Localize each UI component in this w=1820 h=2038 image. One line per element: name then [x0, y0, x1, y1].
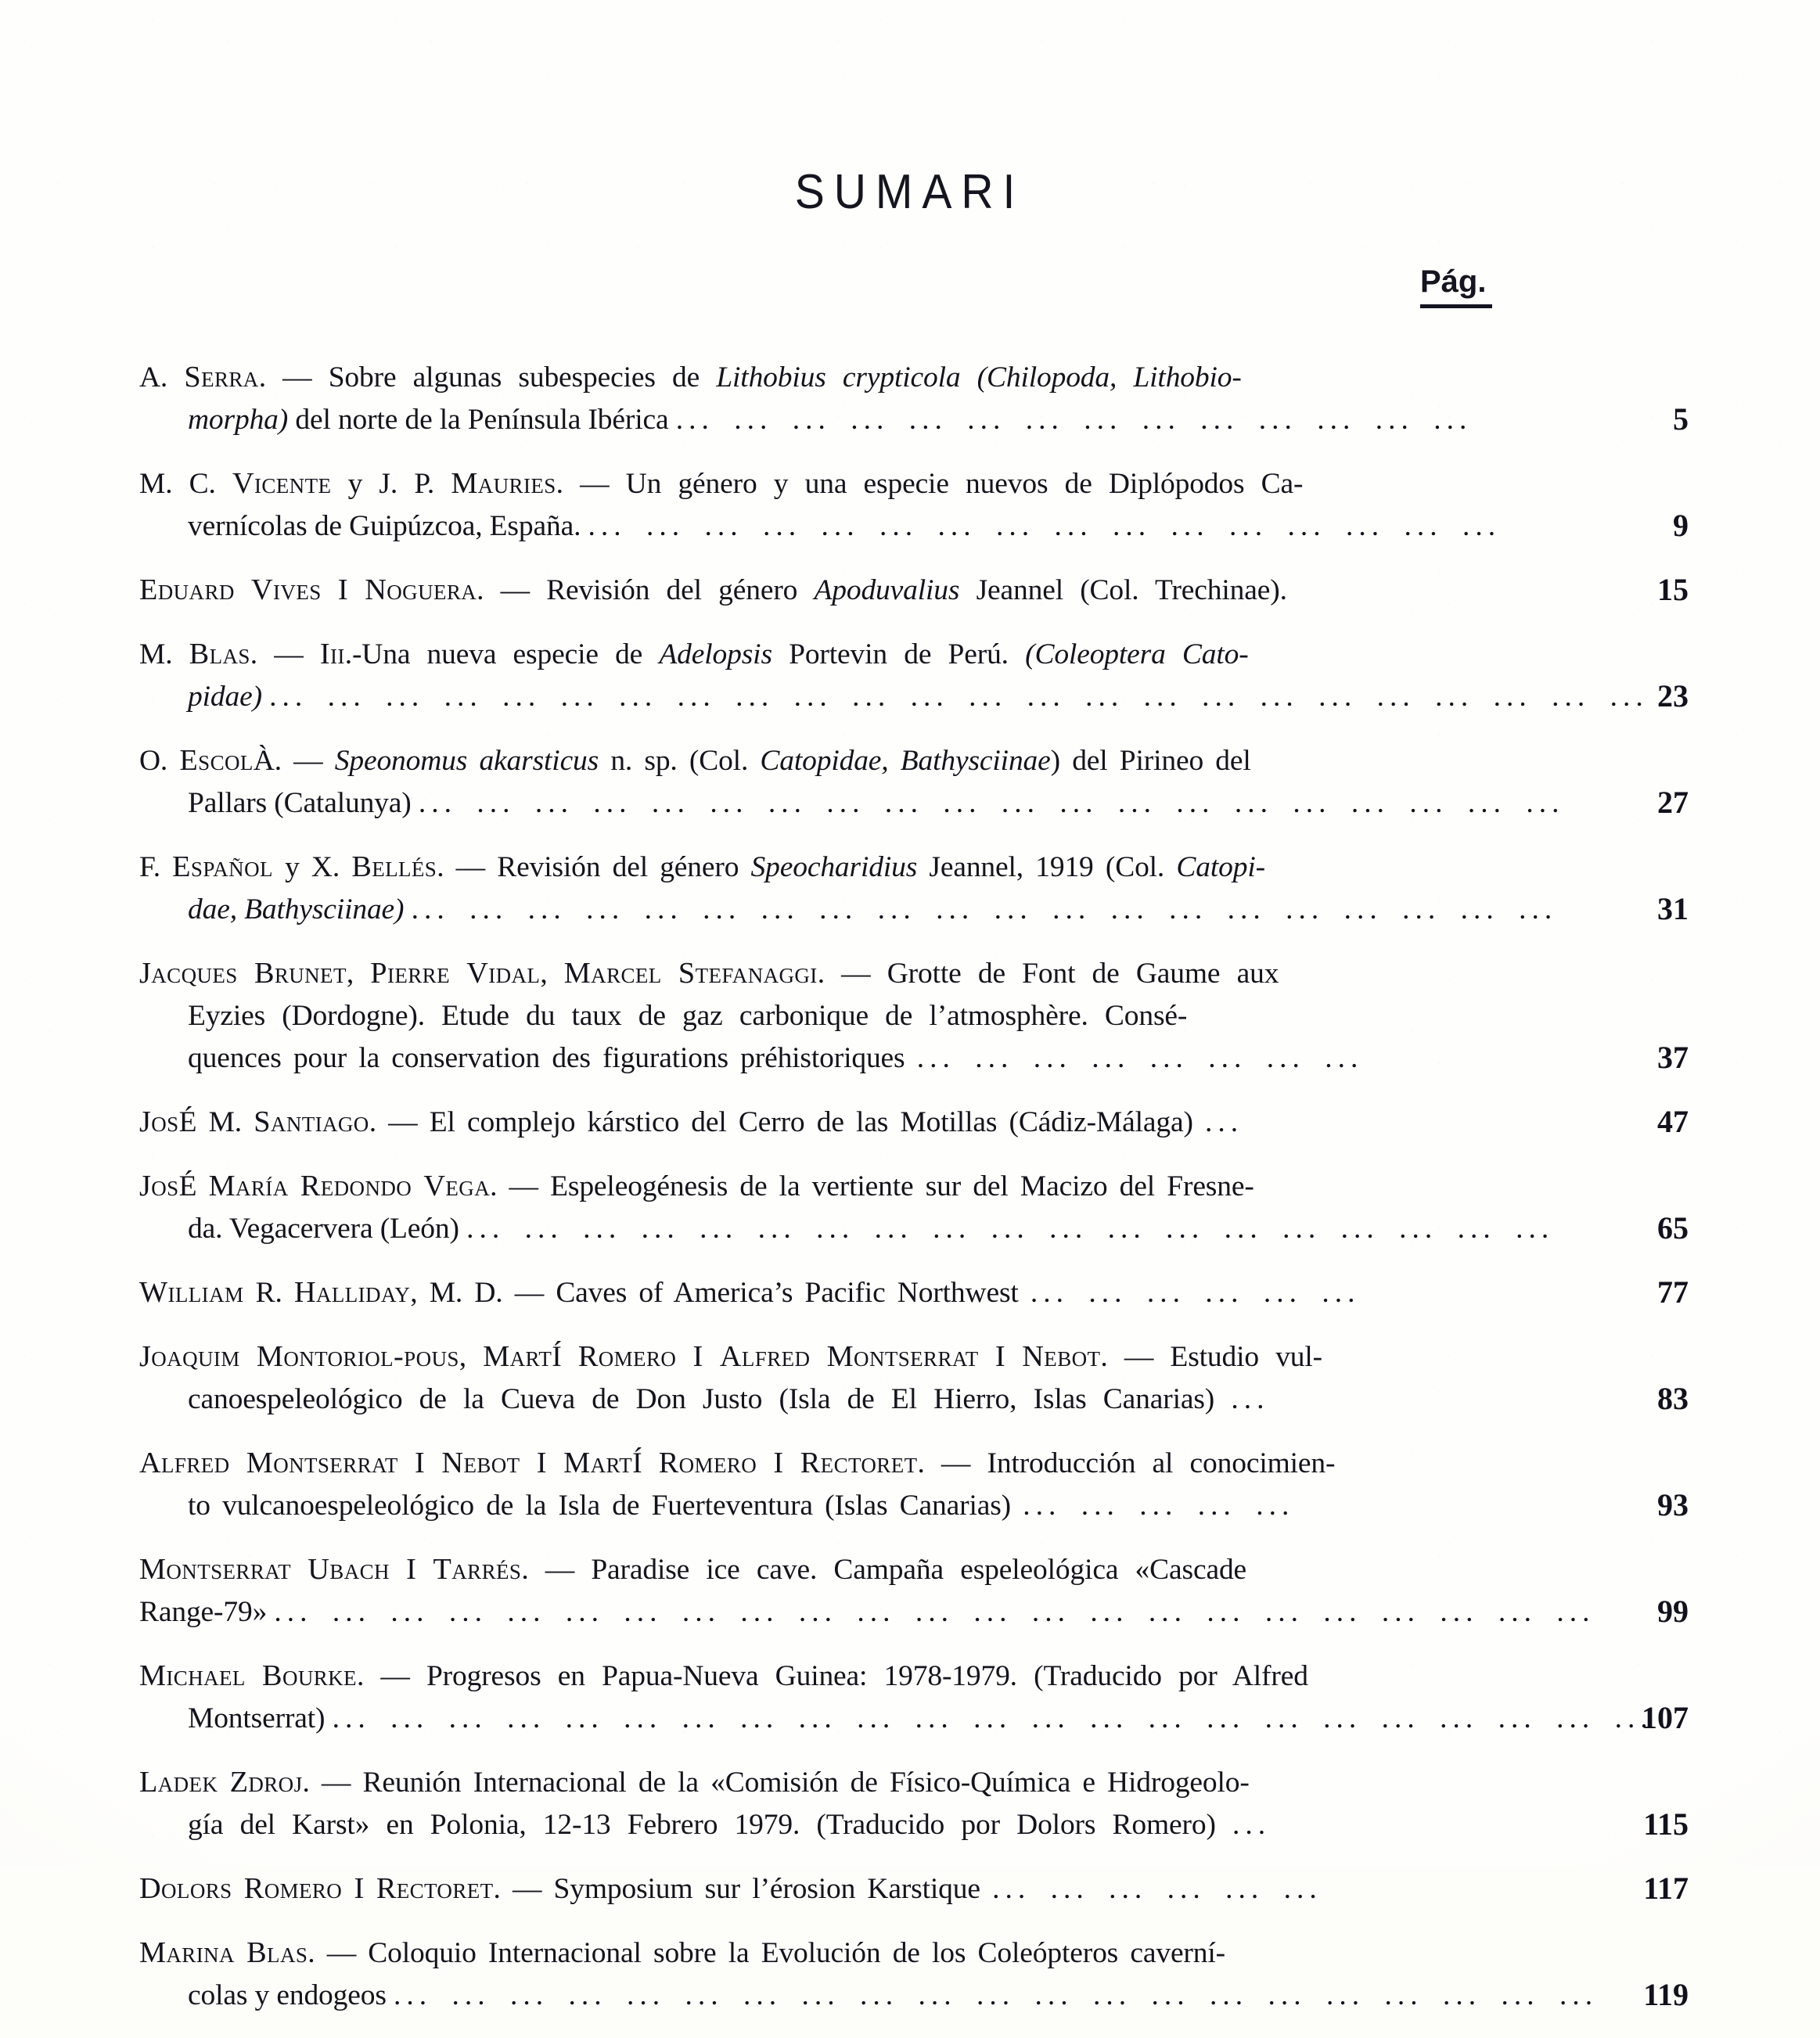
toc-entry[interactable]: [139, 1165, 1689, 1250]
page-column-underline: [1420, 304, 1492, 308]
page-column-label: Pág.: [1420, 264, 1487, 299]
toc-entry[interactable]: [139, 633, 1689, 718]
toc-entry-text: [139, 1655, 1653, 1740]
toc-entry-text: [139, 1867, 1403, 1910]
toc-entry-page-number[interactable]: 117: [1643, 1871, 1689, 1906]
toc-entry-page-number[interactable]: 31: [1657, 891, 1689, 926]
toc-entry-line: Pallars (Catalunya) ... ... ... ... ... ... ... ... ... ... ... ... ... ... ... ... ... ... ... ...: [188, 787, 1565, 819]
toc-entry[interactable]: [139, 356, 1689, 441]
page-title: SUMARI: [795, 165, 1025, 219]
toc-entry-page-number[interactable]: 115: [1643, 1806, 1689, 1842]
toc-entry[interactable]: [139, 1932, 1689, 2017]
toc-entry-page-number[interactable]: 93: [1657, 1487, 1689, 1522]
toc-entry-page-number[interactable]: 47: [1657, 1104, 1689, 1139]
toc-entry-page-number[interactable]: 15: [1657, 572, 1689, 607]
toc-entry-page-number[interactable]: 23: [1657, 678, 1689, 713]
toc-entry-text: [139, 1548, 1595, 1634]
toc-entry-text: [139, 633, 1649, 718]
toc-entry-line: William R. Halliday, M. D. — Caves of America’s Pacific Northwest ... ... ... ... ... ...: [139, 1276, 1361, 1309]
toc-entry-page-number[interactable]: 37: [1657, 1040, 1689, 1075]
toc-entry-text: [139, 1101, 1403, 1144]
toc-entry-text: [139, 1932, 1599, 2017]
toc-entry-line: colas y endogeos ... ... ... ... ... ... ... ... ... ... ... ... ... ... ... ... ... ... ... ... ...: [188, 1979, 1599, 2011]
toc-entry[interactable]: [139, 462, 1689, 548]
toc-entry-line: to vulcanoespeleológico de la Isla de Fuerteventura (Islas Canarias) ... ... ... ... ...: [188, 1490, 1295, 1522]
toc-entry-line: morpha) del norte de la Península Ibérica ... ... ... ... ... ... ... ... ... ... ... ... ... ...: [188, 404, 1473, 436]
toc-entry-line: gía del Karst» en Polonia, 12-13 Febrero 1979. (Traducido por Dolors Romero) ...: [188, 1809, 1271, 1841]
toc-entry-text: [139, 1271, 1403, 1314]
toc-entry-line: quences pour la conservation des figurations préhistoriques ... ... ... ... ... ... ... ...: [188, 1042, 1364, 1074]
toc-entry-text: [139, 356, 1473, 441]
toc-entry-line: Ladek Zdroj. — Reunión Internacional de la «Comisión de Físico-Química e Hidrogeolo-: [139, 1766, 1250, 1799]
toc-entry-text: [139, 739, 1565, 825]
toc-entry-line: Marina Blas. — Coloquio Internacional sobre la Evolución de los Coleópteros caverní-: [139, 1936, 1225, 1969]
toc-entry-line: Montserrat Ubach I Tarrés. — Paradise ice cave. Campaña espeleológica «Cascade: [139, 1553, 1247, 1586]
toc-entry-page-number[interactable]: 65: [1657, 1210, 1689, 1245]
toc-entry-text: [139, 1761, 1403, 1846]
toc-entry-page-number[interactable]: 5: [1673, 401, 1689, 437]
toc-entry-line: Alfred Montserrat I Nebot I MartÍ Romero I Rectoret. — Introducción al conocimien-: [139, 1447, 1336, 1479]
toc-entry[interactable]: [139, 952, 1689, 1080]
toc-entry-page-number[interactable]: 83: [1657, 1381, 1689, 1416]
toc-entry[interactable]: [139, 1442, 1689, 1527]
toc-entry-text: [139, 1442, 1403, 1527]
toc-entry-line: JosÉ María Redondo Vega. — Espeleogénesis de la vertiente sur del Macizo del Fresne-: [139, 1170, 1254, 1202]
toc-entry-line: M. C. Vicente y J. P. Mauries. — Un género y una especie nuevos de Diplópodos Ca-: [139, 467, 1304, 500]
toc-entry-line: Eduard Vives I Noguera. — Revisión del género Apoduvalius Jeannel (Col. Trechinae).: [139, 573, 1287, 606]
toc-entry-page-number[interactable]: 107: [1642, 1700, 1689, 1735]
toc-entry-line: F. Español y X. Bellés. — Revisión del género Speocharidius Jeannel, 1919 (Col. Catopi-: [139, 850, 1265, 883]
toc-entry[interactable]: [139, 739, 1689, 825]
page-column-header: [1420, 266, 1492, 308]
toc-entry-line: JosÉ M. Santiago. — El complejo kárstico del Cerro de las Motillas (Cádiz-Málaga) ...: [139, 1105, 1244, 1138]
toc-entry-line: Range-79» ... ... ... ... ... ... ... ... ... ... ... ... ... ... ... ... ... ... ... ... ... ... ...: [139, 1596, 1595, 1628]
toc-entry-line: M. Blas. — Iii.-Una nueva especie de Adelopsis Portevin de Perú. (Coleoptera Cato-: [139, 638, 1249, 670]
page-title-block: [0, 164, 1820, 220]
toc-entry-line: Joaquim Montoriol-pous, MartÍ Romero I Alfred Montserrat I Nebot. — Estudio vul-: [139, 1340, 1323, 1373]
toc-entry-line: Dolors Romero I Rectoret. — Symposium sur l’érosion Karstique ... ... ... ... ... ...: [139, 1872, 1322, 1905]
toc-entry-text: [139, 569, 1403, 612]
toc-entry-line: Michael Bourke. — Progresos en Papua-Nueva Guinea: 1978-1979. (Traducido por Alfred: [139, 1659, 1308, 1692]
toc-entry-line: O. EscolÀ. — Speonomus akarsticus n. sp. (Col. Catopidae, Bathysciinae) del Pirineo del: [139, 744, 1251, 777]
toc-entry[interactable]: [139, 1335, 1689, 1421]
toc-entry-line: pidae) ... ... ... ... ... ... ... ... ... ... ... ... ... ... ... ... ... ... ... ... ... ... ... ...: [188, 681, 1649, 713]
toc-entry-page-number[interactable]: 27: [1657, 785, 1689, 820]
toc-entry-line: canoespeleológico de la Cueva de Don Justo (Isla de El Hierro, Islas Canarias) ...: [188, 1383, 1270, 1415]
toc-entry-page-number[interactable]: 77: [1657, 1274, 1689, 1310]
toc-entry-text: [139, 846, 1558, 931]
toc-entry[interactable]: [139, 569, 1689, 612]
toc-entry-line: Jacques Brunet, Pierre Vidal, Marcel Stefanaggi. — Grotte de Font de Gaume aux: [139, 957, 1279, 990]
toc-entry-line: da. Vegacervera (León) ... ... ... ... ... ... ... ... ... ... ... ... ... ... ... ... ... ... ...: [188, 1213, 1555, 1245]
toc-entry-line: A. Serra. — Sobre algunas subespecies de Lithobius crypticola (Chilopoda, Lithobio-: [139, 361, 1242, 394]
toc-entry[interactable]: [139, 1271, 1689, 1314]
toc-entry-line: dae, Bathysciinae) ... ... ... ... ... ... ... ... ... ... ... ... ... ... ... ... ... ... ... ...: [188, 893, 1558, 926]
toc-entry-line: vernícolas de Guipúzcoa, España. ... ... ... ... ... ... ... ... ... ... ... ... ... ... ... ...: [188, 510, 1502, 542]
toc-entry-line: Eyzies (Dordogne). Etude du taux de gaz carbonique de l’atmosphère. Consé-: [188, 1000, 1188, 1032]
toc-entry[interactable]: [139, 846, 1689, 931]
toc-entry[interactable]: [139, 1101, 1689, 1144]
toc-entry-page-number[interactable]: 9: [1673, 508, 1689, 543]
table-of-contents: [139, 356, 1689, 2038]
toc-entry-text: [139, 952, 1403, 1080]
toc-entry-page-number[interactable]: 99: [1657, 1594, 1689, 1629]
toc-entry[interactable]: [139, 1867, 1689, 1910]
toc-entry[interactable]: [139, 1548, 1689, 1634]
toc-entry-text: [139, 462, 1502, 548]
toc-entry-page-number[interactable]: 119: [1643, 1977, 1689, 2012]
toc-entry[interactable]: [139, 1761, 1689, 1846]
toc-entry-text: [139, 1165, 1555, 1250]
toc-entry[interactable]: [139, 1655, 1689, 1740]
toc-entry-text: [139, 1335, 1403, 1421]
toc-entry-line: Montserrat) ... ... ... ... ... ... ... ... ... ... ... ... ... ... ... ... ... ... ... ... ... ... ...: [188, 1702, 1653, 1734]
